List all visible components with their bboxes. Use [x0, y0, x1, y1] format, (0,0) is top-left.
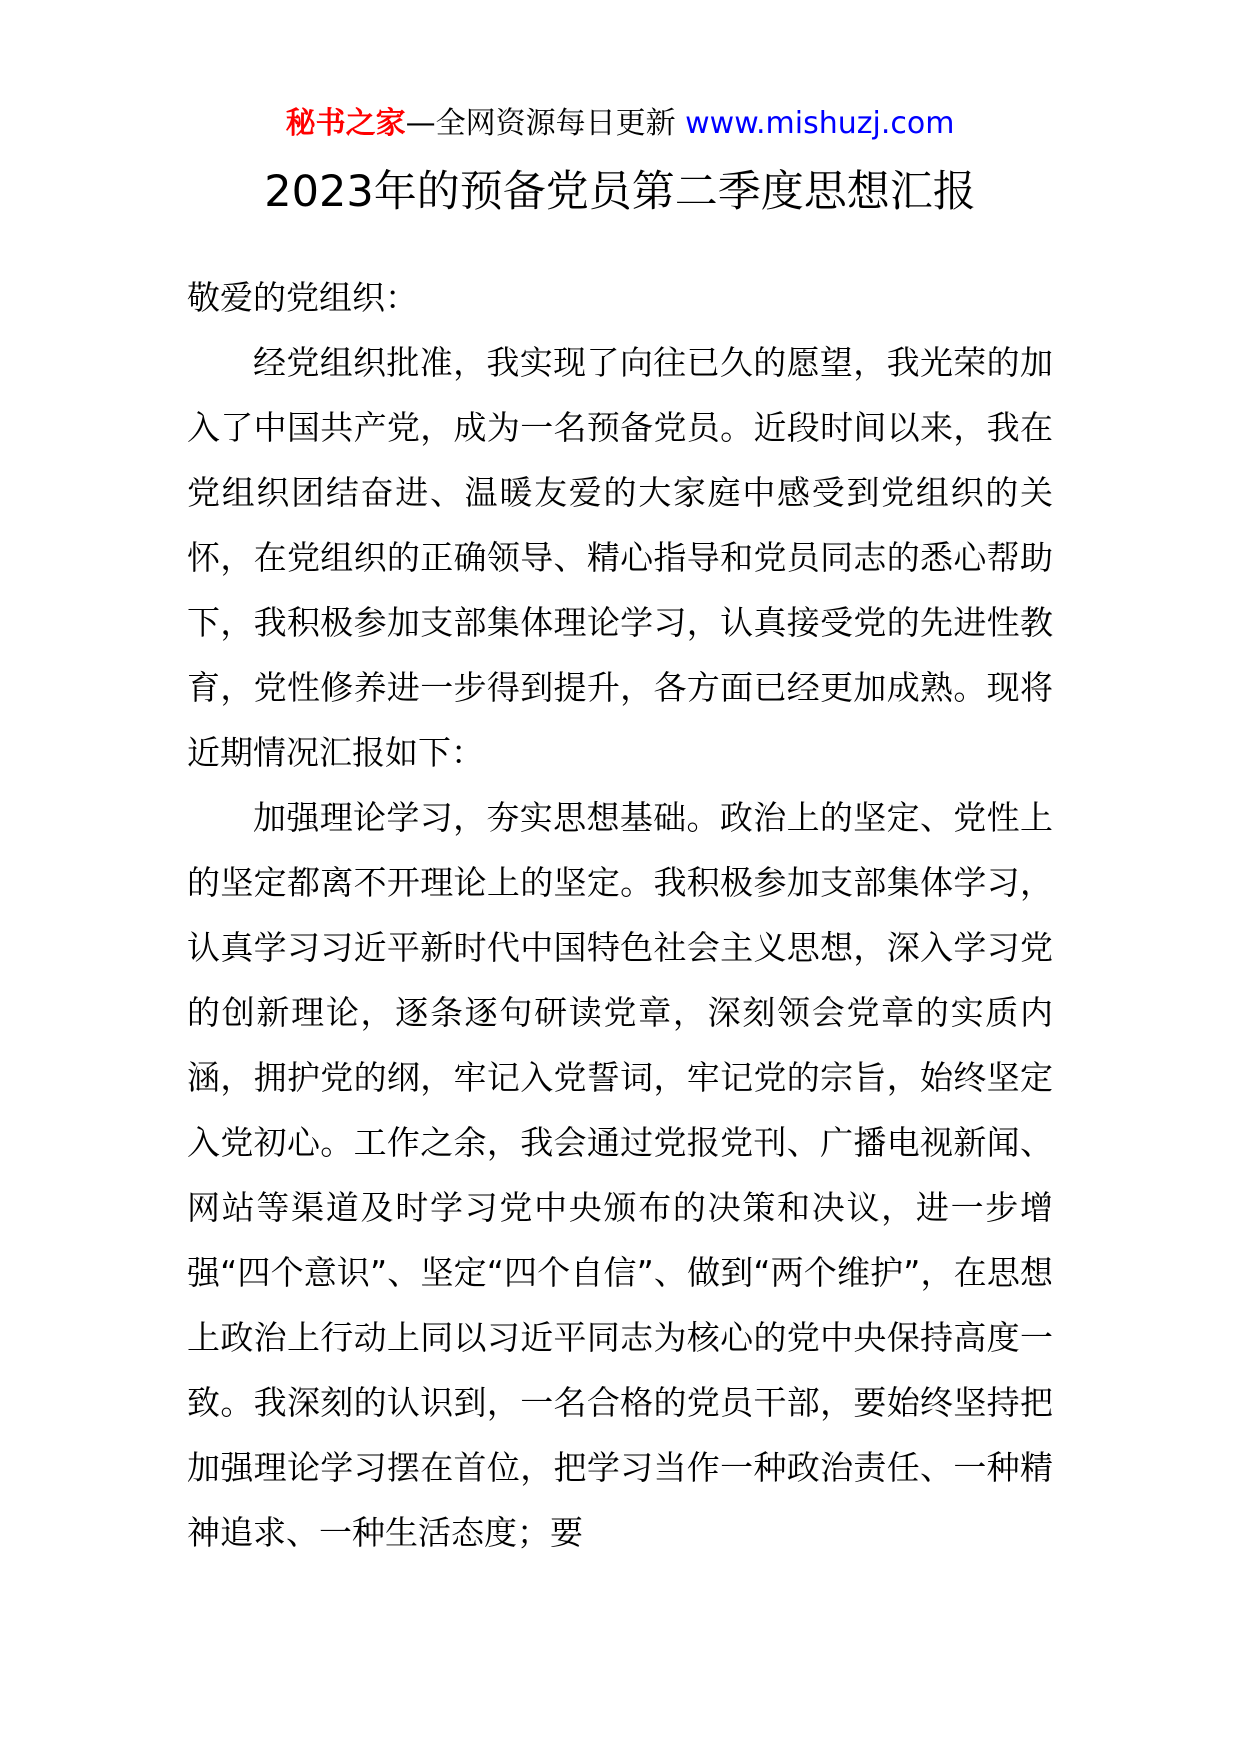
document-title: 2023年的预备党员第二季度思想汇报 — [264, 167, 976, 217]
site-header — [0, 104, 1240, 144]
header-tagline: —全网资源每日更新 — [405, 106, 676, 141]
salutation: 敬爱的党组织： — [187, 278, 418, 317]
body-paragraph: 经党组织批准，我实现了向往已久的愿望，我光荣的加入了中国共产党，成为一名预备党员。近段时间以来，我在党组织团结奋进、温暖友爱的大家庭中感受到党组织的关怀，在党组织的正确领导、精心指导和党员同志的悉心帮助下，我积极参加支部集体理论学习，认真接受党的先进性教育，党性修养进一步得到提升，各方面已经更加成熟。现将近期情况汇报如下： — [187, 343, 1053, 772]
brand-name: 秘书之家 — [285, 106, 406, 141]
site-url-link[interactable]: www.mishuzj.com — [685, 106, 955, 141]
document-body — [187, 265, 1053, 1565]
body-paragraph: 加强理论学习，夯实思想基础。政治上的坚定、党性上的坚定都离不开理论上的坚定。我积极参加支部集体学习，认真学习习近平新时代中国特色社会主义思想，深入学习党的创新理论，逐条逐句研读党章，深刻领会党章的实质内涵，拥护党的纲，牢记入党誓词，牢记党的宗旨，始终坚定入党初心。工作之余，我会通过党报党刊、广播电视新闻、网站等渠道及时学习党中央颁布的决策和决议，进一步增强“四个意识”、坚定“四个自信”、做到“两个维护”，在思想上政治上行动上同以习近平同志为核心的党中央保持高度一致。我深刻的认识到，一名合格的党员干部，要始终坚持把加强理论学习摆在首位，把学习当作一种政治责任、一种精神追求、一种生活态度；要 — [187, 798, 1053, 1552]
